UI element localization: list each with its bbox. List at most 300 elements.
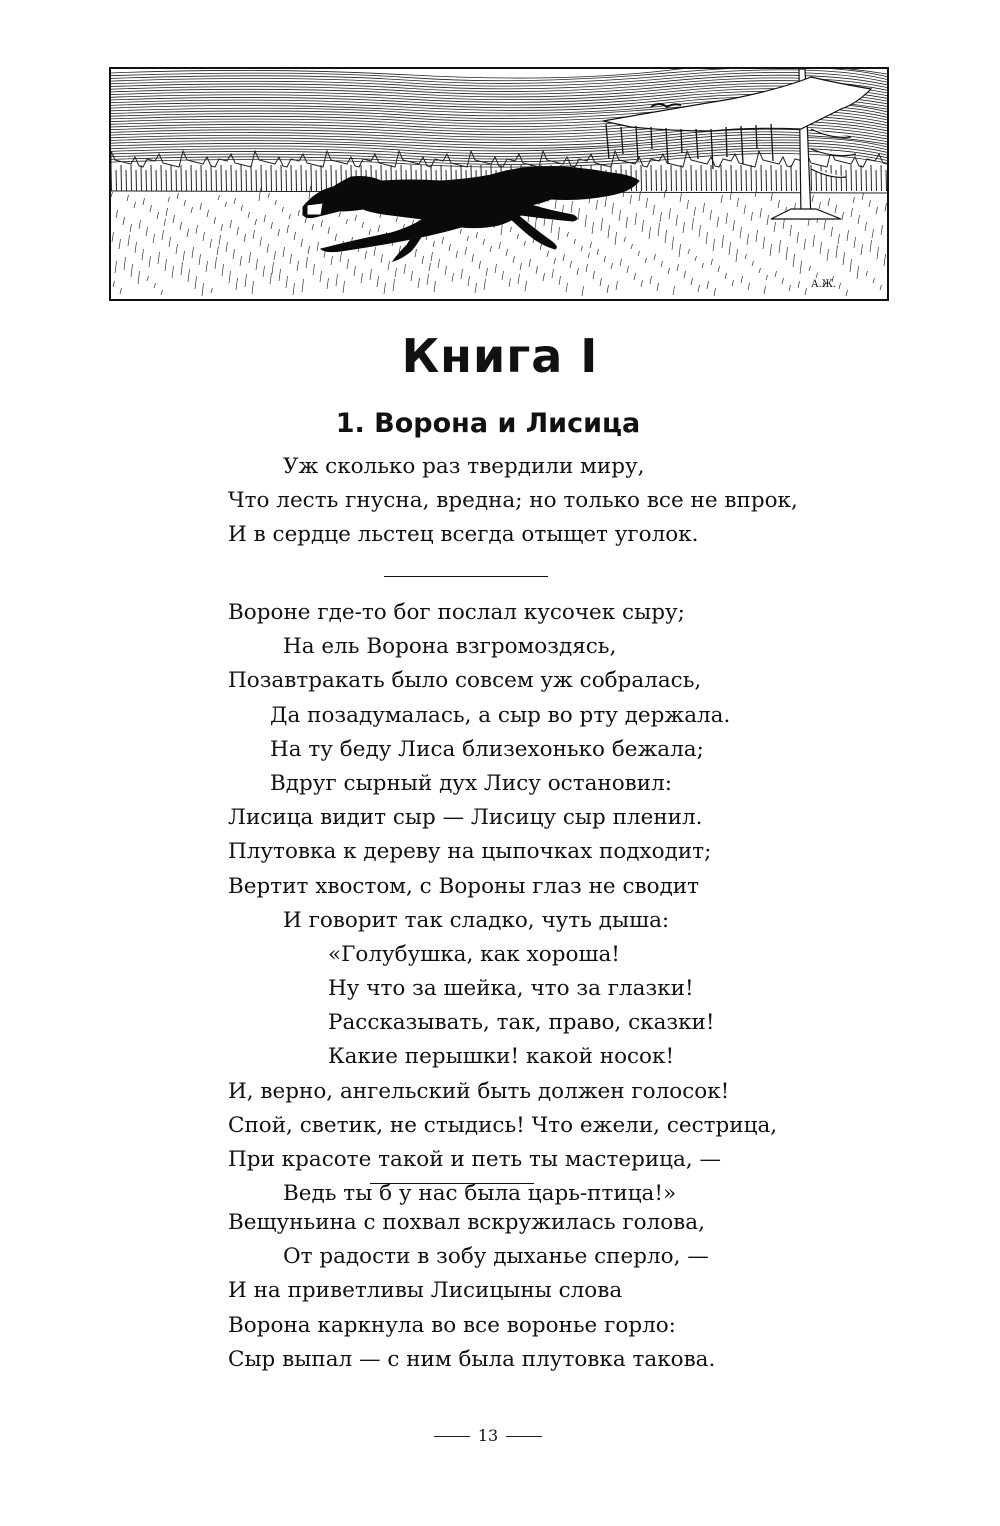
tree-line-stroke	[796, 170, 797, 191]
tree-line-stroke	[686, 170, 687, 191]
grass-stroke	[283, 247, 285, 257]
grass-stroke	[581, 246, 583, 251]
grass-stroke	[253, 230, 255, 239]
tree-line-stroke	[241, 165, 242, 191]
grass-stroke	[694, 207, 696, 216]
grass-stroke	[619, 210, 621, 221]
tree-line-stroke	[696, 170, 697, 191]
grass-stroke	[172, 266, 174, 278]
grass-stroke	[885, 203, 887, 211]
grass-stroke	[616, 281, 618, 290]
grass-stroke	[783, 218, 785, 229]
tree-line-stroke	[886, 170, 887, 191]
grass-stroke	[737, 198, 739, 207]
grass-stroke	[559, 276, 561, 285]
grass-stroke	[328, 227, 330, 234]
grass-stroke	[586, 264, 588, 272]
grass-stroke	[804, 239, 806, 250]
grass-stroke	[646, 198, 648, 208]
grass-stroke	[138, 271, 140, 284]
tree-line-stroke	[791, 165, 792, 191]
grass-stroke	[272, 262, 274, 274]
grass-stroke	[467, 236, 469, 241]
verse-line: Да позадумалась, а сыр во рту держала.	[270, 702, 731, 728]
tree-line-stroke	[691, 165, 692, 191]
grass-stroke	[203, 232, 205, 241]
grass-stroke	[456, 251, 458, 258]
grass-stroke	[256, 259, 258, 270]
tree-line-stroke	[326, 170, 327, 191]
grass-stroke	[835, 205, 837, 213]
grass-stroke	[853, 197, 855, 203]
grass-stroke	[422, 256, 424, 264]
tree-line-stroke	[716, 170, 717, 191]
tree-line-stroke	[641, 165, 642, 191]
grass-stroke	[605, 196, 607, 207]
grass-stroke	[200, 203, 202, 210]
grass-stroke	[517, 234, 519, 239]
grass-stroke	[558, 227, 560, 240]
grass-stroke	[241, 205, 243, 211]
grass-stroke	[839, 283, 841, 289]
grass-stroke	[260, 237, 262, 246]
grass-stroke	[449, 244, 451, 251]
grass-stroke	[301, 239, 303, 247]
verse-line: Вертит хвостом, с Вороны глаз не сводит	[228, 873, 700, 899]
book-title: Книга I	[401, 329, 599, 383]
grass-stroke	[282, 207, 284, 212]
grass-stroke	[135, 242, 137, 253]
grass-stroke	[166, 208, 168, 216]
tree-line-stroke	[831, 165, 832, 191]
tree-line-stroke	[236, 170, 237, 191]
grass-stroke	[255, 219, 257, 225]
grass-stroke	[431, 252, 433, 261]
grass-stroke	[134, 202, 136, 208]
grass-stroke	[460, 229, 462, 234]
grass-stroke	[268, 193, 270, 198]
tree-line-stroke	[131, 165, 132, 191]
grass-stroke	[630, 195, 632, 204]
grass-stroke	[153, 234, 155, 243]
grass-stroke	[828, 198, 830, 206]
grass-stroke	[654, 254, 656, 260]
grass-stroke	[842, 212, 844, 220]
grass-stroke	[714, 288, 716, 296]
grass-stroke	[763, 237, 765, 249]
verse-line: Сыр выпал — с ним была плутовка такова.	[228, 1346, 716, 1372]
verse-line: «Голубушка, как хороша!	[328, 941, 620, 967]
grass-stroke	[596, 200, 598, 210]
grass-stroke	[535, 217, 537, 229]
tree-line-stroke	[181, 165, 182, 191]
grass-stroke	[234, 198, 236, 204]
tree-line-stroke	[256, 170, 257, 191]
grass-stroke	[195, 276, 197, 289]
grass-stroke	[872, 229, 874, 238]
grass-stroke	[650, 276, 652, 284]
grass-stroke	[370, 269, 372, 280]
fox-running-illustration	[109, 67, 889, 301]
grass-stroke	[759, 268, 761, 273]
grass-stroke	[668, 268, 670, 274]
grass-stroke	[631, 244, 633, 249]
grass-stroke	[789, 285, 791, 291]
grass-stroke	[214, 217, 216, 224]
grass-stroke	[543, 273, 545, 281]
grass-stroke	[866, 271, 868, 276]
grass-stroke	[679, 244, 681, 257]
tree-line-stroke	[121, 165, 122, 191]
tree-line-stroke	[261, 165, 262, 191]
grass-stroke	[188, 269, 190, 282]
tree-line-stroke	[701, 165, 702, 191]
grass-stroke	[797, 232, 799, 243]
grass-stroke	[150, 205, 152, 212]
tree-line-stroke	[821, 165, 822, 191]
grass-stroke	[669, 208, 671, 219]
grass-stroke	[113, 281, 115, 287]
tree-line-stroke	[171, 165, 172, 191]
grass-stroke	[790, 225, 792, 236]
grass-stroke	[793, 254, 795, 267]
grass-stroke	[499, 242, 501, 249]
grass-stroke	[843, 252, 845, 265]
grass-stroke	[665, 230, 667, 243]
grass-stroke	[585, 215, 587, 227]
tree-line-stroke	[751, 165, 752, 191]
verse-line: Ведь ты б у нас была царь-птица!»	[283, 1181, 677, 1207]
grass-stroke	[805, 288, 807, 295]
grass-stroke	[346, 219, 348, 224]
grass-stroke	[713, 239, 715, 251]
grass-stroke	[252, 281, 254, 294]
grass-stroke	[747, 234, 749, 245]
grass-stroke	[365, 251, 367, 259]
grass-stroke	[116, 210, 118, 218]
grass-stroke	[157, 212, 159, 219]
grass-stroke	[207, 210, 209, 217]
tree-line-stroke	[846, 170, 847, 191]
grass-stroke	[119, 239, 121, 249]
verse-line: Вороне где-то бог послал кусочек сыру;	[228, 600, 685, 625]
grass-stroke	[733, 220, 735, 231]
grass-stroke	[378, 225, 380, 232]
grass-stroke	[779, 240, 781, 253]
grass-stroke	[217, 246, 219, 255]
grass-stroke	[649, 227, 651, 239]
grass-stroke	[798, 281, 800, 288]
grass-stroke	[657, 283, 659, 291]
grass-stroke	[547, 251, 549, 257]
grass-stroke	[732, 280, 734, 286]
grass-stroke	[612, 203, 614, 214]
grass-stroke	[158, 252, 160, 264]
grass-stroke	[786, 247, 788, 260]
grass-stroke	[590, 242, 592, 248]
tree-line-stroke	[731, 165, 732, 191]
grass-stroke	[755, 190, 757, 197]
grass-stroke	[809, 266, 811, 271]
grass-stroke	[340, 252, 342, 262]
grass-stroke	[851, 208, 853, 217]
grass-stroke	[722, 235, 724, 248]
grass-stroke	[721, 195, 723, 203]
grass-stroke	[615, 232, 617, 245]
grass-stroke	[168, 197, 170, 202]
grass-stroke	[111, 192, 113, 197]
verse-line: И говорит так сладко, чуть дыша:	[283, 907, 670, 933]
tree-line-stroke	[871, 165, 872, 191]
grass-stroke	[736, 249, 738, 262]
grass-stroke	[861, 244, 863, 255]
tree-line-stroke	[231, 165, 232, 191]
grass-stroke	[540, 244, 542, 250]
grass-stroke	[199, 254, 201, 265]
grass-stroke	[472, 254, 474, 262]
grass-stroke	[248, 212, 250, 218]
grass-stroke	[707, 281, 709, 289]
verse-line: Вдруг сырный дух Лису остановил:	[270, 770, 673, 796]
tree-line-stroke	[306, 170, 307, 191]
grass-stroke	[741, 276, 743, 283]
grass-stroke	[593, 271, 595, 279]
tree-line-stroke	[741, 165, 742, 191]
grass-stroke	[184, 200, 186, 206]
grass-stroke	[877, 247, 879, 259]
grass-stroke	[529, 259, 531, 267]
grass-stroke	[298, 210, 300, 216]
grass-stroke	[764, 286, 766, 294]
tree-line-stroke	[316, 170, 317, 191]
grass-stroke	[658, 223, 660, 236]
grass-stroke	[865, 222, 867, 231]
verse-line: Рассказывать, так, право, сказки!	[328, 1010, 715, 1036]
grass-stroke	[244, 234, 246, 242]
tree-line-stroke	[126, 170, 127, 191]
tree-line-stroke	[111, 165, 112, 191]
grass-stroke	[634, 273, 636, 280]
tree-line-stroke	[816, 170, 817, 191]
tree-line-stroke	[116, 170, 117, 191]
grass-stroke	[524, 241, 526, 246]
grass-stroke	[597, 249, 599, 255]
grass-stroke	[699, 225, 701, 237]
grass-stroke	[838, 234, 840, 244]
page-number: 13	[477, 1426, 499, 1445]
tree-line-stroke	[146, 170, 147, 191]
grass-stroke	[191, 207, 193, 213]
grass-stroke	[677, 264, 679, 271]
grass-stroke	[286, 276, 288, 288]
grass-stroke	[479, 261, 481, 269]
grass-stroke	[862, 193, 864, 200]
grass-stroke	[317, 242, 319, 251]
grass-stroke	[870, 240, 872, 252]
grass-stroke	[726, 213, 728, 224]
tree-line-stroke	[746, 170, 747, 191]
grass-stroke	[495, 264, 497, 273]
tree-line-stroke	[201, 165, 202, 191]
grass-stroke	[718, 266, 720, 272]
grass-stroke	[676, 215, 678, 226]
grass-stroke	[240, 256, 242, 266]
grass-stroke	[513, 256, 515, 263]
grass-stroke	[287, 225, 289, 233]
grass-stroke	[740, 227, 742, 238]
tree-line-stroke	[186, 170, 187, 191]
grass-stroke	[131, 264, 133, 277]
tree-line-stroke	[206, 170, 207, 191]
grass-stroke	[881, 225, 883, 235]
grass-stroke	[271, 222, 273, 229]
grass-stroke	[703, 203, 705, 213]
grass-stroke	[294, 232, 296, 240]
verse-line: Спой, светик, не стыдись! Что ежели, сестрица,	[228, 1112, 778, 1138]
grass-stroke	[850, 259, 852, 272]
grass-stroke	[210, 239, 212, 248]
grass-stroke	[225, 202, 227, 207]
grass-stroke	[869, 200, 871, 207]
grass-stroke	[475, 283, 477, 293]
grass-stroke	[600, 278, 602, 286]
grass-stroke	[812, 195, 814, 202]
grass-stroke	[627, 266, 629, 273]
tree-line-stroke	[296, 170, 297, 191]
grass-stroke	[461, 269, 463, 279]
grass-stroke	[369, 229, 371, 235]
grass-stroke	[396, 217, 398, 222]
grass-stroke	[192, 247, 194, 258]
tree-line-stroke	[191, 165, 192, 191]
tree-line-stroke	[291, 165, 292, 191]
grass-stroke	[506, 249, 508, 256]
grass-stroke	[566, 283, 568, 292]
grass-stroke	[309, 186, 311, 199]
grass-stroke	[774, 222, 776, 232]
grass-stroke	[873, 278, 875, 283]
verse-line: На ель Ворона взгромоздясь,	[283, 634, 617, 660]
grass-stroke	[476, 232, 478, 238]
grass-stroke	[147, 276, 149, 281]
tree-line-stroke	[321, 165, 322, 191]
grass-stroke	[782, 278, 784, 284]
tree-line-stroke	[651, 165, 652, 191]
verse-line: И на приветливы Лисицыны слова	[228, 1278, 623, 1304]
verse-line: Какие перышки! какой носок!	[328, 1044, 675, 1070]
grass-stroke	[563, 254, 565, 261]
grass-stroke	[222, 264, 224, 276]
grass-stroke	[313, 264, 315, 275]
grass-stroke	[570, 261, 572, 268]
grass-stroke	[343, 281, 345, 293]
tree-line-stroke	[836, 170, 837, 191]
grass-stroke	[827, 249, 829, 261]
tree-line-stroke	[276, 170, 277, 191]
stanza-3	[228, 1206, 715, 1377]
grass-stroke	[683, 222, 685, 233]
grass-stroke	[588, 253, 590, 258]
illustration-signature: А.Ж.	[811, 279, 837, 290]
grass-stroke	[429, 263, 431, 271]
grass-stroke	[592, 222, 594, 234]
tree-line-stroke	[646, 170, 647, 191]
fox-silhouette	[303, 167, 639, 261]
footer-dash-right	[506, 1436, 542, 1437]
grass-stroke	[279, 269, 281, 281]
grass-stroke	[608, 225, 610, 238]
verse-line: От радости в зобу дыханье сперло, —	[283, 1244, 709, 1270]
grass-stroke	[766, 275, 768, 280]
grass-stroke	[169, 237, 171, 247]
grass-stroke	[347, 259, 349, 269]
grass-stroke	[711, 259, 713, 265]
grass-stroke	[857, 266, 859, 279]
tree-line-stroke	[866, 170, 867, 191]
grass-stroke	[800, 261, 802, 274]
page-footer	[0, 1425, 976, 1447]
grass-stroke	[770, 244, 772, 256]
grass-stroke	[775, 271, 777, 277]
verse-line: При красоте такой и петь ты мастерица, —	[228, 1147, 721, 1172]
grass-stroke	[468, 276, 470, 286]
tree-line-stroke	[781, 165, 782, 191]
grass-stroke	[687, 200, 689, 209]
tree-line-stroke	[151, 165, 152, 191]
fable-title: 1. Ворона и Лисица	[335, 408, 641, 439]
grass-stroke	[847, 230, 849, 241]
section-divider	[384, 576, 548, 577]
grass-stroke	[778, 200, 780, 208]
grass-stroke	[142, 249, 144, 260]
grass-stroke	[320, 271, 322, 282]
verse-line: И, верно, ангельский быть должен голосок!	[228, 1078, 730, 1104]
cheese-icon	[307, 203, 323, 215]
tree-line-stroke	[211, 165, 212, 191]
grass-stroke	[551, 220, 553, 233]
tree-line-stroke	[786, 170, 787, 191]
grass-stroke	[744, 205, 746, 214]
grass-stroke	[756, 230, 758, 242]
grass-stroke	[820, 242, 822, 254]
grass-stroke	[760, 208, 762, 218]
grass-stroke	[751, 212, 753, 221]
verse-line: Плутовка к дереву на цыпочках подходит;	[228, 839, 712, 865]
tree-line-stroke	[281, 165, 282, 191]
grass-stroke	[486, 268, 488, 276]
grass-stroke	[393, 279, 395, 291]
grass-stroke	[510, 227, 512, 232]
tree-line-stroke	[681, 165, 682, 191]
grass-stroke	[211, 288, 213, 293]
grass-stroke	[180, 222, 182, 230]
grass-stroke	[645, 258, 647, 263]
grass-stroke	[846, 290, 848, 296]
grass-stroke	[259, 188, 261, 201]
tree-line-stroke	[676, 170, 677, 191]
grass-stroke	[502, 271, 504, 280]
grass-stroke	[452, 273, 454, 282]
grass-stroke	[434, 281, 436, 292]
tree-line-stroke	[156, 170, 157, 191]
tree-line-stroke	[166, 170, 167, 191]
grass-stroke	[404, 264, 406, 274]
grass-stroke	[177, 193, 179, 199]
tree-line-stroke	[666, 170, 667, 191]
grass-stroke	[187, 229, 189, 237]
tree-line-stroke	[841, 165, 842, 191]
footer-dash-left	[434, 1436, 470, 1437]
